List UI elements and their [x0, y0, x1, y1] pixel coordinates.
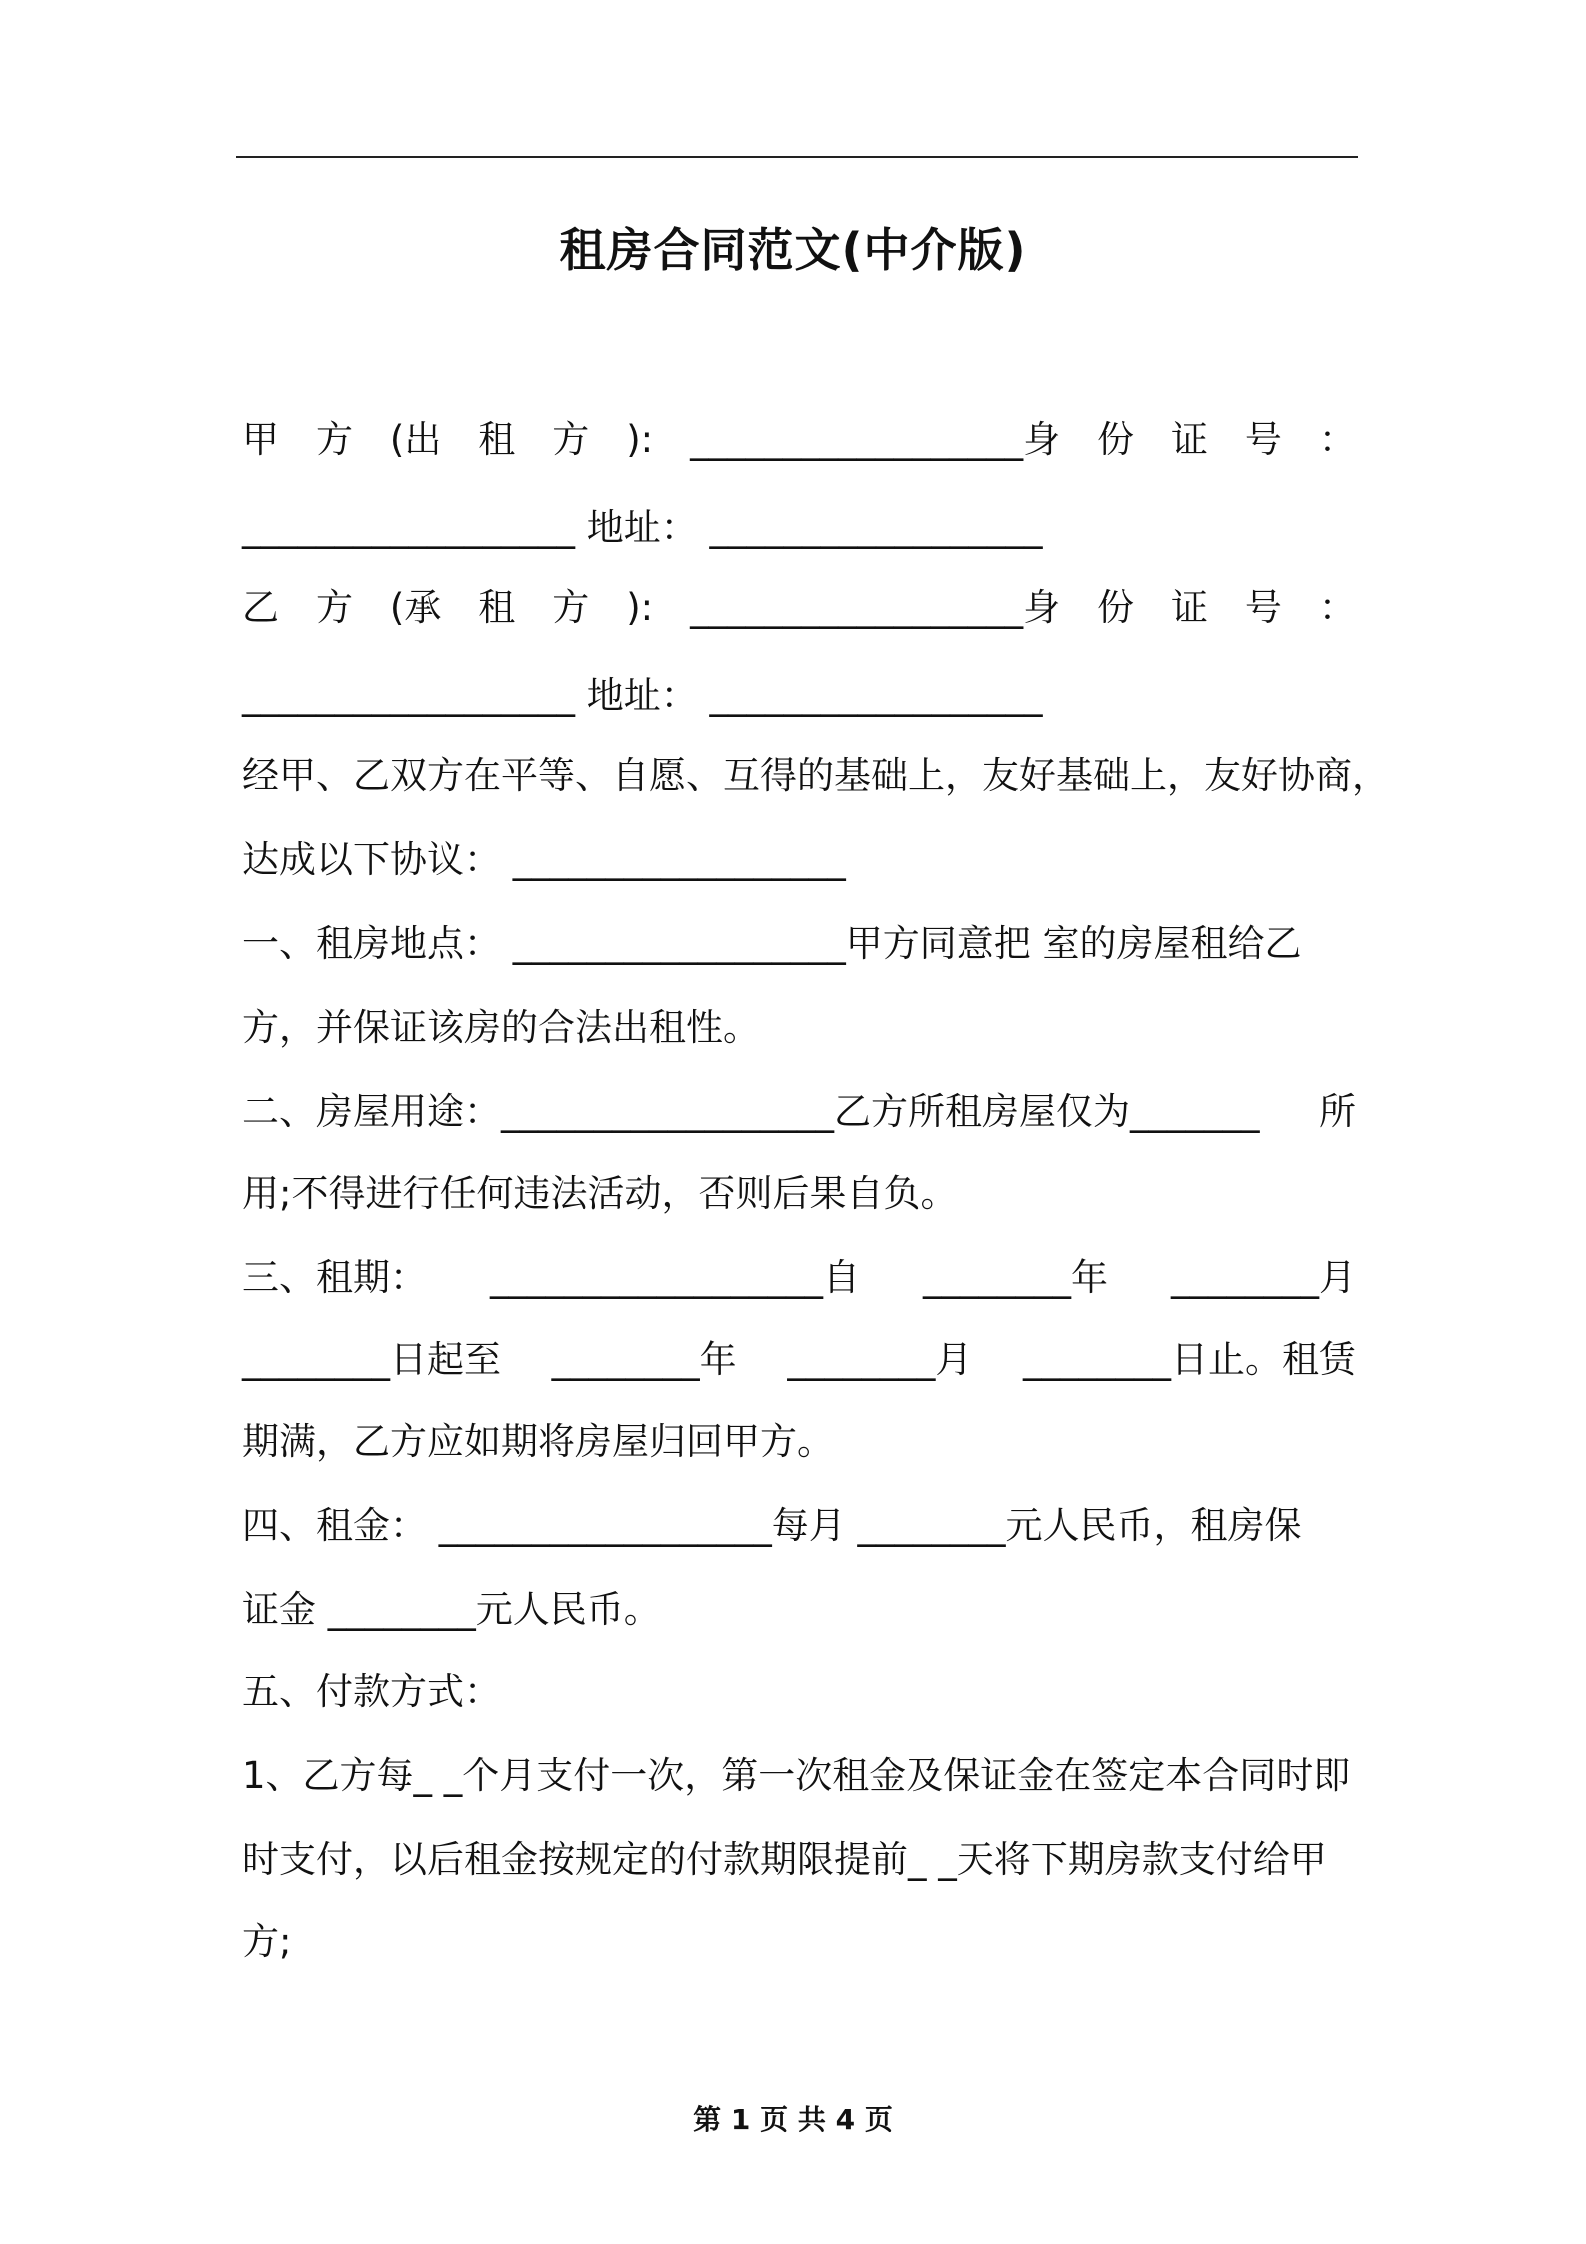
body-line: 方;	[242, 1920, 292, 1963]
body-line-segment: 证	[1170, 586, 1208, 629]
body-line-segment: 所	[1319, 1090, 1356, 1133]
body-line: 方，并保证该房的合法出租性。	[242, 1006, 760, 1049]
body-line-segment: 方	[552, 418, 590, 461]
body-line-segment: 方	[315, 418, 353, 461]
body-line: __________________ 地址： __________________	[242, 674, 1043, 717]
body-line-segment: 租	[478, 586, 516, 629]
body-line: 期满，乙方应如期将房屋归回甲方。	[242, 1420, 834, 1463]
body-line-segment: 份	[1097, 418, 1135, 461]
body-line: 1、乙方每_ _个月支付一次，第一次租金及保证金在签定本合同时即	[242, 1754, 1351, 1797]
body-line-segment: 甲	[242, 418, 279, 461]
body-line-segment: __________________身	[690, 418, 1061, 461]
body-line-segment: ________日起至	[242, 1338, 501, 1381]
body-line-segment: ________年	[551, 1338, 737, 1381]
body-line-segment: ________年	[923, 1256, 1108, 1299]
body-line	[242, 1336, 1356, 1384]
body-line: 五、付款方式：	[242, 1670, 501, 1713]
body-line-segment: ):	[626, 586, 654, 629]
body-line-segment: 方	[315, 586, 353, 629]
body-line: 四、租金： __________________每月 ________元人民币，租房保	[242, 1504, 1302, 1547]
body-line-segment: ________日止。租赁	[1022, 1338, 1356, 1381]
page-footer: 第 1 页 共 4 页	[693, 2103, 893, 2136]
body-line-segment: __________________自	[490, 1256, 860, 1299]
body-line-segment: 证	[1170, 418, 1208, 461]
body-line-segment: 三、租期：	[242, 1256, 427, 1299]
body-line: 一、租房地点： __________________甲方同意把 室的房屋租给乙	[242, 922, 1302, 965]
body-line-segment: ________月	[1171, 1256, 1356, 1299]
body-line	[242, 416, 1356, 464]
body-line: 时支付，以后租金按规定的付款期限提前_ _天将下期房款支付给甲	[242, 1838, 1327, 1881]
body-line-segment: 方	[552, 586, 590, 629]
body-line-segment: 号	[1244, 418, 1282, 461]
body-line	[242, 1088, 1356, 1136]
body-line-segment: ：	[1318, 586, 1356, 629]
body-line: 经甲、乙双方在平等、自愿、互得的基础上，友好基础上，友好协商，	[242, 754, 1389, 797]
body-line-segment: 租	[478, 418, 516, 461]
header-rule	[236, 156, 1358, 158]
body-line-segment: ________月	[787, 1338, 973, 1381]
body-line-segment: 份	[1097, 586, 1135, 629]
body-line-segment: (承	[389, 586, 442, 629]
body-line	[242, 584, 1356, 632]
body-line: 证金 ________元人民币。	[242, 1588, 661, 1631]
body-line-segment: 号	[1244, 586, 1282, 629]
body-line: 达成以下协议： __________________	[242, 838, 846, 881]
body-line-segment: ):	[626, 418, 654, 461]
body-line: __________________ 地址： __________________	[242, 506, 1043, 549]
body-line	[242, 1254, 1356, 1302]
document-title: 租房合同范文(中介版)	[559, 223, 1027, 277]
body-line-segment: __________________身	[690, 586, 1061, 629]
body-line: 用;不得进行任何违法活动，否则后果自负。	[242, 1172, 958, 1215]
body-line-segment: (出	[389, 418, 442, 461]
body-line-segment: ：	[1318, 418, 1356, 461]
body-line-segment: 乙	[242, 586, 279, 629]
body-line-segment: 二、房屋用途：__________________乙方所租房屋仅为_______	[242, 1090, 1260, 1133]
